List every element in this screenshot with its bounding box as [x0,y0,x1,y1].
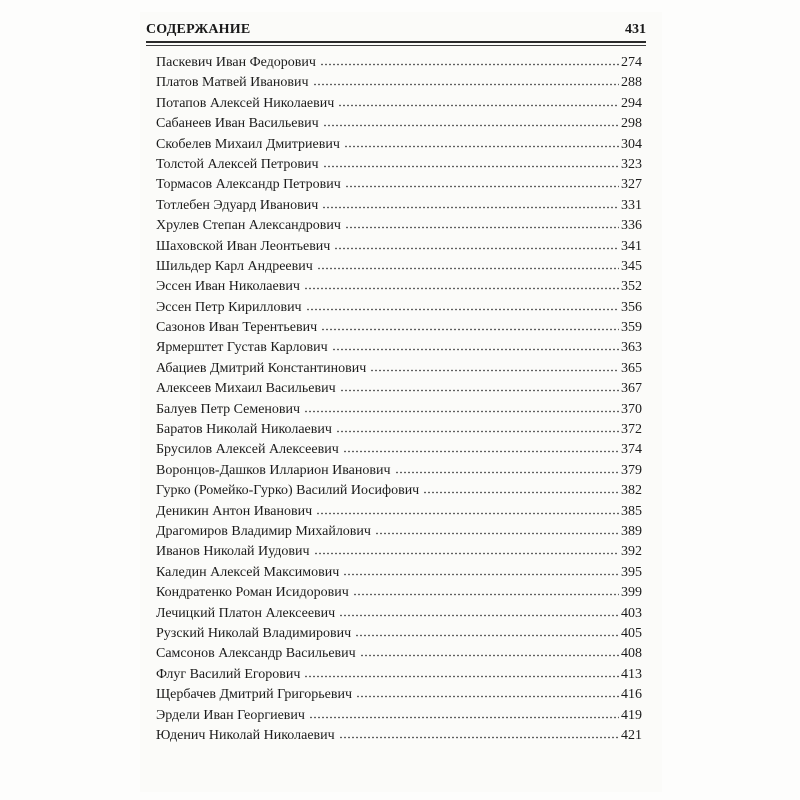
dot-leader [332,339,619,353]
toc-entry-page: 372 [621,422,642,438]
toc-entry-page: 421 [621,727,642,743]
toc-entry [156,684,642,704]
toc-entry-name: Эссен Петр Кириллович [156,299,302,315]
toc-entry-name: Шаховской Иван Леонтьевич [156,238,331,254]
toc-entry-name: Паскевич Иван Федорович [156,55,316,70]
dot-leader [395,462,619,476]
dot-leader [353,584,619,598]
dot-leader [355,625,619,639]
dot-leader [370,360,619,374]
toc-entry [156,297,642,317]
toc-entry-page: 352 [621,279,642,295]
dot-leader [304,666,619,680]
toc-entry [156,215,642,235]
toc-entry [156,174,642,194]
toc-entry [156,399,642,419]
toc-entry [156,419,642,439]
dot-leader [343,441,619,455]
toc-entry-name: Лечицкий Платон Алексеевич [156,605,336,621]
dot-leader [339,605,619,619]
dot-leader [323,115,619,129]
toc-entry [156,378,642,398]
dot-leader [304,278,619,292]
toc-entry [156,72,642,92]
running-head [146,20,646,40]
toc-entry-name: Флуг Василий Егорович [156,666,301,682]
toc-entry-name: Алексеев Михаил Васильевич [156,381,336,397]
toc-entry-name: Шильдер Карл Андреевич [156,258,313,274]
toc-entry [156,52,642,72]
toc-entry-page: 356 [621,299,642,315]
toc-entry-page: 413 [621,666,642,682]
toc-entry-name: Каледин Алексей Максимович [156,564,340,580]
toc-entry-name: Абациев Дмитрий Константинович [156,360,367,376]
toc-entry-page: 341 [621,238,642,254]
dot-leader [314,543,619,557]
toc-entry [156,93,642,113]
dot-leader [423,482,619,496]
dot-leader [321,319,619,333]
toc-entry [156,317,642,337]
toc-entry-name: Рузский Николай Владимирович [156,625,352,641]
toc-entry-page: 416 [621,687,642,703]
toc-entry-page: 403 [621,605,642,621]
toc-entry-name: Тотлебен Эдуард Иванович [156,197,319,213]
toc-entry-page: 392 [621,544,642,560]
dot-leader [338,95,619,109]
dot-leader [345,217,619,231]
toc-entry-page: 382 [621,483,642,499]
toc-entry [156,725,642,745]
toc-entry-page: 359 [621,320,642,336]
toc-entry [156,276,642,296]
toc-entry-page: 365 [621,360,642,376]
toc-entry [156,113,642,133]
toc-entry [156,154,642,174]
page-number: 431 [625,22,646,37]
toc-entry-page: 323 [621,156,642,172]
dot-leader [334,238,619,252]
toc-entry-page: 288 [621,75,642,91]
dot-leader [322,197,619,211]
dot-leader [356,686,619,700]
dot-leader [317,258,619,272]
toc-entry-page: 419 [621,707,642,723]
toc-entry-page: 399 [621,585,642,601]
dot-leader [309,707,619,721]
dot-leader [343,564,619,578]
toc-entry-name: Эссен Иван Николаевич [156,279,300,295]
dot-leader [323,156,619,170]
toc-entry-name: Баратов Николай Николаевич [156,422,332,438]
toc-entry-page: 385 [621,503,642,519]
toc-entry [156,501,642,521]
section-title: СОДЕРЖАНИЕ [146,22,251,37]
toc-entry-page: 374 [621,442,642,458]
dot-leader [304,401,619,415]
dot-leader [360,645,619,659]
toc-entry-page: 304 [621,136,642,152]
toc-entry-name: Хрулев Степан Александрович [156,218,341,234]
dot-leader [336,421,619,435]
toc-entry-name: Воронцов-Дашков Илларион Иванович [156,462,391,478]
toc-entry-page: 389 [621,523,642,539]
toc-entry [156,337,642,357]
toc-entry-page: 336 [621,218,642,234]
toc-entry [156,664,642,684]
toc-entry [156,623,642,643]
toc-entry [156,705,642,725]
toc-entry [156,236,642,256]
dot-leader [344,136,619,150]
toc-entry-name: Щербачев Дмитрий Григорьевич [156,687,352,703]
toc-entry [156,460,642,480]
toc-entry-name: Самсонов Александр Васильевич [156,646,356,662]
toc-entry [156,134,642,154]
dot-leader [339,727,619,741]
toc-entry [156,521,642,541]
header-rule-thick [146,41,646,43]
toc-entry-name: Тормасов Александр Петрович [156,177,341,193]
toc-entry-name: Потапов Алексей Николаевич [156,95,335,111]
toc-entry-name: Юденич Николай Николаевич [156,727,335,743]
toc-entry-page: 294 [621,95,642,111]
toc-entry-name: Кондратенко Роман Исидорович [156,585,349,601]
toc-entry [156,541,642,561]
toc-entry [156,480,642,500]
toc-entry-name: Толстой Алексей Петрович [156,156,319,172]
dot-leader [340,380,619,394]
toc-entry-name: Балуев Петр Семенович [156,401,301,417]
toc-entry-page: 379 [621,462,642,478]
toc-entry-page: 363 [621,340,642,356]
toc-entry [156,643,642,663]
dot-leader [306,299,619,313]
toc-entry-name: Иванов Николай Иудович [156,544,310,560]
toc-entry-name: Эрдели Иван Георгиевич [156,707,305,723]
toc-entry-name: Брусилов Алексей Алексеевич [156,442,339,458]
toc-entry-name: Деникин Антон Иванович [156,503,313,519]
dot-leader [320,54,619,68]
toc-entry-name: Платов Матвей Иванович [156,75,309,91]
toc-entry-name: Ярмерштет Густав Карлович [156,340,328,356]
toc-entry-name: Драгомиров Владимир Михайлович [156,523,371,539]
toc-entry [156,562,642,582]
toc-entry-name: Скобелев Михаил Дмитриевич [156,136,340,152]
toc-entry-page: 331 [621,197,642,213]
toc-entry [156,195,642,215]
toc-entry [156,603,642,623]
toc-entry-name: Сазонов Иван Терентьевич [156,320,318,336]
dot-leader [375,523,619,537]
toc-entry-page: 367 [621,381,642,397]
toc-entry-page: 405 [621,625,642,641]
toc-entry [156,358,642,378]
toc-entry-page: 370 [621,401,642,417]
header-rule-thin [146,45,646,46]
table-of-contents [156,52,642,745]
toc-entry-page: 274 [621,55,642,70]
toc-entry-name: Сабанеев Иван Васильевич [156,116,319,132]
toc-entry-page: 395 [621,564,642,580]
dot-leader [316,503,619,517]
toc-entry-page: 298 [621,116,642,132]
toc-entry [156,439,642,459]
dot-leader [313,74,619,88]
toc-entry [156,582,642,602]
toc-entry-page: 345 [621,258,642,274]
toc-entry-page: 408 [621,646,642,662]
dot-leader [345,176,619,190]
toc-entry [156,256,642,276]
toc-entry-page: 327 [621,177,642,193]
toc-entry-name: Гурко (Ромейко-Гурко) Василий Иосифович [156,483,420,499]
